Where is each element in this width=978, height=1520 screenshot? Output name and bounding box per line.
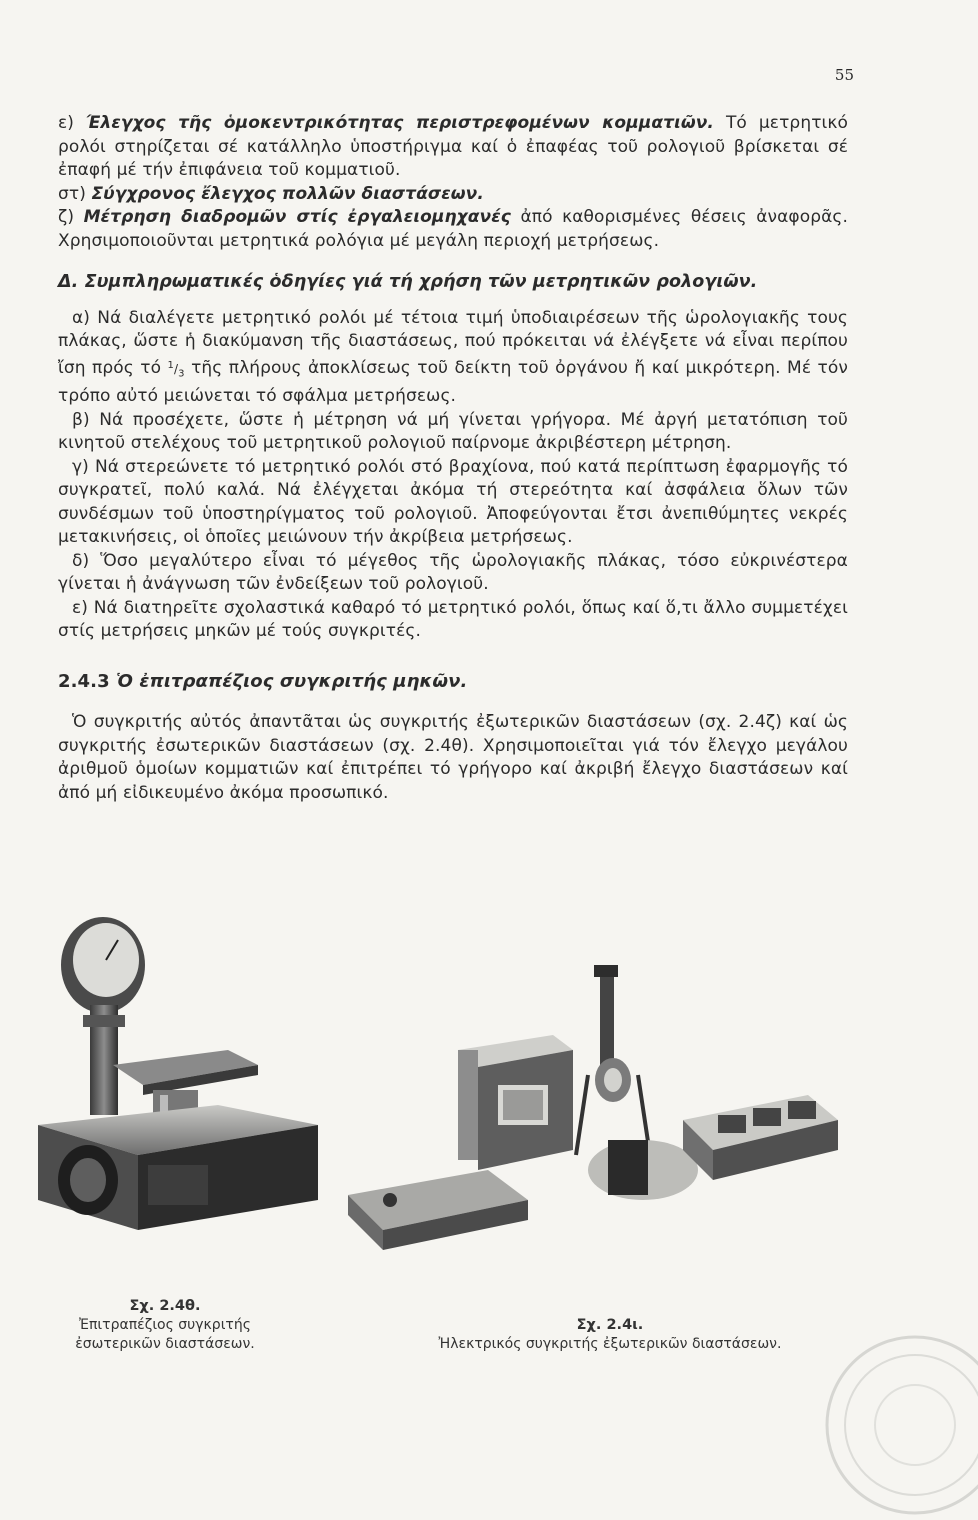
item-prefix: στ) [58,183,92,204]
paragraph-delta: δ) Ὅσο μεγαλύτερο εἶναι τό μέγεθος τῆς ὡρολογιακῆς πλάκας, τόσο εὐκρινέστερα γίνεται ἡ ἀνάγνωση τῶν ἐνδείξεων τοῦ ρολογιοῦ. [58,550,848,595]
item-prefix: ζ) [58,207,84,227]
bench-comparator-photo [28,915,333,1230]
figure-caption-b [400,1316,820,1354]
figure-number: Σχ. 2.4θ. [129,1298,201,1314]
library-seal-icon [820,1330,978,1520]
figure-caption-a [40,1297,290,1354]
paragraph-epsilon: ε) Νά διατηρεῖτε σχολαστικά καθαρό τό μετρητικό ρολόι, ὅπως καί ὅ,τι ἄλλο συμμετέχει στίς μετρήσεις μηκῶν μέ τούς συγκριτές. [58,597,848,642]
item-text: Τό μετρητικό ρολόι στηρίζεται σέ κατάλληλο ὑποστήριγμα καί ὁ ἐπαφέας τοῦ ρολογιοῦ βρίσκεται σέ ἐπαφή μέ τήν ἐπιφάνεια τοῦ κομματιοῦ. [58,113,849,180]
item-prefix: ε) [58,113,86,133]
item-lead: Έλεγχος τῆς ὁμοκεντρικότητας περιστρεφομένων κομματιῶν. [86,113,714,133]
section-number: 2.4.3 [58,670,110,692]
alpha-text-end: τῆς πλήρους ἀποκλίσεως τοῦ δείκτη τοῦ ὀργάνου ἤ καί μικρότερη. Μέ τόν τρόπο αὐτό μειώνεται τό σφάλμα μετρήσεως. [58,357,848,407]
section-d-heading: Δ. Συμπληρωματικές ὁδηγίες γιά τή χρήση τῶν μετρητικῶν ρολογιῶν. [58,272,758,292]
paragraph-st [58,183,848,207]
body-text [58,112,848,805]
item-lead: Μέτρηση διαδρομῶν στίς ἐργαλειομηχανές [83,207,511,227]
paragraph-beta: β) Νά προσέχετε, ὥστε ἡ μέτρηση νά μή γίνεται γρήγορα. Μέ ἀργή μετατόπιση τοῦ κινητοῦ στελέχους τοῦ μετρητικοῦ ρολογιοῦ παίρνομε ἀκριβέστερη μέτρηση. [58,409,848,454]
figure-caption-text: Ἐπιτραπέζιος συγκριτής ἐσωτερικῶν διαστάσεων. [75,1317,255,1352]
section-243-heading [58,670,848,694]
figure-caption-text: Ἠλεκτρικός συγκριτής ἐξωτερικῶν διαστάσεων. [438,1336,782,1352]
item-lead: Σύγχρονος ἔλεγχος πολλῶν διαστάσεων. [91,183,484,204]
figure-number: Σχ. 2.4ι. [576,1317,644,1333]
fraction-denominator: 3 [178,367,185,379]
alpha-text-start: α) Νά διαλέγετε μετρητικό ρολόι μέ τέτοια τιμή ὑποδιαιρέσεων τῆς ὡρολογιακῆς τους πλάκας, ὥστε ἡ διακύμανση τῆς διαστάσεως, πού πρόκειται νά ἐλέγξετε νά εἶναι περίπου ἴση πρός τό [58,307,848,378]
section-title: Ὁ ἐπιτραπέζιος συγκριτής μηκῶν. [109,670,468,692]
electric-comparator-photo [338,955,843,1255]
page-number: 55 [834,66,854,84]
item-text: ἀπό καθορισμένες θέσεις ἀναφορᾶς. Χρησιμοποιοῦνται μετρητικά ρολόγια μέ μεγάλη περιοχή μετρήσεως. [58,207,848,251]
paragraph-z [58,206,848,253]
fraction-numerator: 1 [167,359,175,371]
paragraph-alpha [58,307,848,409]
paragraph-e [58,112,848,183]
section-243-text: Ὁ συγκριτής αὐτός ἀπαντᾶται ὡς συγκριτής ἐξωτερικῶν διαστάσεων (σχ. 2.4ζ) καί ὡς συγκριτής ἐσωτερικῶν διαστάσεων (σχ. 2.4θ). Χρησιμοποιεῖται γιά τόν ἔλεγχο μεγάλου ἀριθμοῦ ὁμοίων κομματιῶν καί ἐπιτρέπει τό γρήγορο καί ἀκριβή ἔλεγχο διαστάσεων καί ἀπό μή εἰδικευμένο ἀκόμα προσωπικό. [58,712,848,803]
paragraph-gamma: γ) Νά στερεώνετε τό μετρητικό ρολόι στό βραχίονα, πού κατά περίπτωση ἐφαρμογῆς τό συγκρατεῖ, πολύ καλά. Νά ἐλέγχεται ἀκόμα τή στερεότητα καί ἀσφάλεια ὅλων τῶν συνδέσμων τοῦ ὑποστηρίγματος τοῦ ρολογιοῦ. Ἀποφεύγονται ἔτσι ἀνεπιθύμητες νεκρές μετακινήσεις, οἱ ὁποῖες μειώνουν τήν ἀκρίβεια μετρήσεως. [58,456,848,548]
fraction-one-third: $^1/_3$ [167,359,185,379]
